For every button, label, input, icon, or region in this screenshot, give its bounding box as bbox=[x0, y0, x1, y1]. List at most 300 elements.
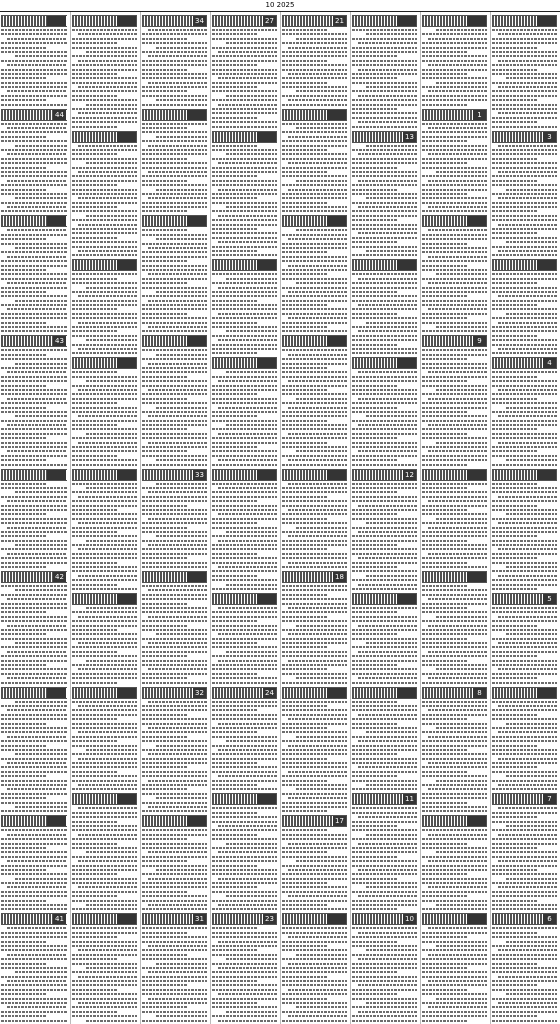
text-line bbox=[492, 843, 557, 845]
ad-headline bbox=[1, 109, 67, 121]
text-line bbox=[72, 927, 137, 929]
text-line bbox=[1, 731, 67, 733]
text-line bbox=[422, 95, 487, 97]
ad-headline bbox=[212, 259, 277, 271]
text-line bbox=[142, 1006, 187, 1008]
text-line bbox=[7, 927, 67, 929]
text-line bbox=[72, 629, 117, 631]
ad-number-badge bbox=[117, 470, 136, 480]
text-line bbox=[492, 673, 557, 675]
text-line bbox=[352, 753, 397, 755]
text-line bbox=[72, 184, 117, 186]
text-line bbox=[72, 300, 137, 302]
text-line bbox=[352, 718, 417, 720]
text-line bbox=[212, 527, 277, 529]
text-line bbox=[72, 941, 137, 943]
text-line bbox=[498, 389, 557, 391]
text-line bbox=[422, 522, 487, 524]
text-line bbox=[352, 882, 417, 884]
text-line bbox=[142, 95, 207, 97]
text-line bbox=[212, 509, 277, 511]
text-line bbox=[352, 339, 417, 341]
text-line bbox=[7, 677, 67, 679]
text-line bbox=[142, 158, 187, 160]
ad-headline bbox=[422, 913, 487, 925]
text-line bbox=[498, 60, 557, 62]
text-line bbox=[422, 123, 487, 125]
text-line bbox=[352, 865, 417, 867]
text-line bbox=[352, 273, 417, 275]
text-line bbox=[1, 304, 67, 306]
text-line bbox=[422, 104, 467, 106]
text-line bbox=[492, 335, 537, 337]
text-line bbox=[282, 428, 347, 430]
text-line bbox=[1, 557, 67, 559]
text-line bbox=[212, 989, 277, 991]
text-line bbox=[142, 393, 207, 395]
text-line bbox=[72, 402, 117, 404]
text-line bbox=[352, 126, 417, 128]
text-line bbox=[142, 90, 187, 92]
text-line bbox=[288, 895, 347, 897]
text-line bbox=[78, 616, 137, 618]
text-line bbox=[352, 727, 417, 729]
text-line bbox=[142, 891, 187, 893]
text-line bbox=[282, 727, 327, 729]
text-line bbox=[296, 180, 347, 182]
text-line bbox=[142, 673, 207, 675]
text-line bbox=[282, 531, 347, 533]
text-line bbox=[296, 736, 347, 738]
text-line bbox=[352, 228, 417, 230]
text-line bbox=[428, 788, 487, 790]
text-line bbox=[352, 348, 417, 350]
classified-ad bbox=[492, 593, 557, 684]
text-line bbox=[142, 1020, 207, 1022]
text-line bbox=[142, 736, 187, 738]
text-line bbox=[212, 745, 277, 747]
text-line bbox=[72, 513, 137, 515]
text-line bbox=[352, 620, 417, 622]
text-line bbox=[282, 51, 347, 53]
text-line bbox=[358, 584, 417, 586]
text-line bbox=[72, 900, 137, 902]
text-line bbox=[352, 344, 397, 346]
text-line bbox=[72, 989, 117, 991]
text-line bbox=[498, 86, 557, 88]
text-line bbox=[142, 927, 207, 929]
text-line bbox=[212, 548, 277, 550]
text-line bbox=[352, 491, 397, 493]
ad-number-badge bbox=[467, 470, 486, 480]
text-line bbox=[142, 553, 207, 555]
text-line bbox=[358, 69, 417, 71]
text-line bbox=[352, 1020, 417, 1022]
text-line bbox=[282, 153, 347, 155]
text-line bbox=[352, 483, 417, 485]
text-line bbox=[492, 651, 557, 653]
ad-number-badge bbox=[327, 470, 346, 480]
text-line bbox=[422, 363, 487, 365]
text-line bbox=[358, 869, 417, 871]
text-line bbox=[422, 882, 487, 884]
text-line bbox=[282, 611, 347, 613]
text-line bbox=[218, 313, 277, 315]
text-line bbox=[422, 354, 487, 356]
text-line bbox=[72, 579, 137, 581]
text-line bbox=[358, 232, 417, 234]
text-line bbox=[282, 389, 327, 391]
text-line bbox=[428, 229, 487, 231]
ad-number-badge bbox=[257, 470, 276, 480]
text-line bbox=[7, 788, 67, 790]
text-line bbox=[1, 158, 67, 160]
text-line bbox=[498, 834, 557, 836]
text-line bbox=[506, 241, 557, 243]
classified-ad bbox=[142, 687, 207, 813]
text-line bbox=[1, 51, 67, 53]
text-line bbox=[212, 829, 277, 831]
text-line bbox=[288, 47, 347, 49]
text-line bbox=[422, 145, 487, 147]
text-line bbox=[212, 237, 277, 239]
ad-number-badge: 44 bbox=[53, 110, 66, 120]
classified-ad bbox=[422, 15, 487, 106]
text-line bbox=[506, 878, 557, 880]
text-line bbox=[1, 535, 47, 537]
classified-ad bbox=[1, 913, 67, 1021]
text-line bbox=[282, 304, 327, 306]
text-line bbox=[7, 282, 67, 284]
text-line bbox=[352, 655, 417, 657]
text-line bbox=[282, 64, 347, 66]
text-line bbox=[492, 210, 537, 212]
text-line bbox=[72, 812, 137, 814]
ad-number-badge bbox=[117, 594, 136, 604]
classified-ad bbox=[72, 357, 137, 465]
text-line bbox=[352, 442, 417, 444]
text-line bbox=[142, 856, 207, 858]
text-line bbox=[212, 821, 277, 823]
ad-number-badge bbox=[327, 336, 346, 346]
text-line bbox=[212, 579, 277, 581]
ad-number-badge bbox=[117, 794, 136, 804]
text-line bbox=[218, 749, 277, 751]
text-line bbox=[352, 385, 397, 387]
text-line bbox=[1, 967, 67, 969]
text-line bbox=[352, 616, 417, 618]
text-line bbox=[142, 847, 207, 849]
text-line bbox=[142, 140, 207, 142]
text-line bbox=[142, 677, 187, 679]
text-line bbox=[352, 437, 397, 439]
text-line bbox=[142, 984, 187, 986]
text-line bbox=[86, 487, 137, 489]
text-line bbox=[288, 265, 347, 267]
ad-headline bbox=[1, 215, 67, 227]
text-line bbox=[492, 1015, 537, 1017]
text-line bbox=[296, 450, 347, 452]
text-line bbox=[212, 620, 257, 622]
text-line bbox=[428, 927, 487, 929]
text-line bbox=[492, 228, 557, 230]
text-line bbox=[492, 424, 557, 426]
text-line bbox=[226, 206, 277, 208]
text-line bbox=[1, 727, 67, 729]
text-line bbox=[422, 682, 487, 684]
text-line bbox=[7, 371, 67, 373]
classified-ad bbox=[422, 109, 487, 213]
classified-ad bbox=[352, 131, 417, 257]
text-line bbox=[352, 941, 397, 943]
text-line bbox=[492, 193, 557, 195]
text-line bbox=[7, 527, 67, 529]
text-line bbox=[428, 500, 487, 502]
text-line bbox=[142, 424, 207, 426]
text-line bbox=[422, 433, 467, 435]
text-line bbox=[352, 513, 397, 515]
text-line bbox=[352, 998, 417, 1000]
text-line bbox=[492, 38, 557, 40]
text-line bbox=[72, 393, 137, 395]
text-line bbox=[72, 723, 137, 725]
text-line bbox=[352, 527, 417, 529]
text-line bbox=[428, 834, 487, 836]
text-line bbox=[422, 505, 487, 507]
text-line bbox=[436, 945, 487, 947]
text-line bbox=[142, 184, 207, 186]
text-line bbox=[492, 945, 557, 947]
text-line bbox=[422, 69, 487, 71]
text-line bbox=[282, 60, 327, 62]
text-line bbox=[352, 433, 417, 435]
text-line bbox=[218, 660, 277, 662]
text-line bbox=[358, 398, 417, 400]
text-line bbox=[142, 540, 207, 542]
text-line bbox=[296, 625, 347, 627]
text-line bbox=[212, 376, 277, 378]
ad-number-badge bbox=[467, 914, 486, 924]
text-line bbox=[212, 780, 277, 782]
text-line bbox=[352, 682, 417, 684]
text-line bbox=[422, 655, 487, 657]
text-line bbox=[1, 958, 67, 960]
text-line bbox=[352, 420, 417, 422]
text-line bbox=[72, 718, 117, 720]
text-line bbox=[212, 673, 257, 675]
text-line bbox=[212, 219, 277, 221]
text-line bbox=[72, 232, 137, 234]
text-line bbox=[422, 838, 487, 840]
text-line bbox=[492, 553, 557, 555]
text-line bbox=[282, 358, 347, 360]
text-line bbox=[352, 668, 417, 670]
text-line bbox=[72, 588, 137, 590]
text-line bbox=[72, 843, 117, 845]
text-line bbox=[7, 598, 67, 600]
text-line bbox=[422, 585, 467, 587]
text-line bbox=[156, 1015, 207, 1017]
text-line bbox=[1, 611, 47, 613]
text-line bbox=[78, 1002, 137, 1004]
classified-ad bbox=[422, 815, 487, 910]
text-line bbox=[498, 250, 557, 252]
text-line bbox=[492, 932, 537, 934]
text-line bbox=[72, 500, 137, 502]
text-line bbox=[352, 64, 417, 66]
text-line bbox=[352, 389, 417, 391]
text-line bbox=[492, 82, 557, 84]
text-line bbox=[282, 945, 327, 947]
text-line bbox=[86, 607, 137, 609]
text-line bbox=[142, 428, 187, 430]
text-line bbox=[282, 487, 347, 489]
text-line bbox=[1, 633, 47, 635]
text-line bbox=[212, 282, 277, 284]
text-line bbox=[282, 193, 347, 195]
text-line bbox=[212, 562, 277, 564]
text-line bbox=[358, 450, 417, 452]
ad-headline bbox=[282, 109, 347, 121]
ad-headline bbox=[422, 469, 487, 481]
ad-headline bbox=[142, 571, 207, 583]
ad-number-badge bbox=[257, 260, 276, 270]
text-line bbox=[212, 398, 277, 400]
text-line bbox=[352, 104, 417, 106]
text-line bbox=[492, 291, 557, 293]
text-line bbox=[72, 317, 137, 319]
text-line bbox=[72, 189, 137, 191]
ad-headline bbox=[1, 913, 67, 925]
text-line bbox=[492, 376, 537, 378]
ad-headline bbox=[72, 15, 137, 27]
text-line bbox=[1, 123, 67, 125]
text-line bbox=[212, 900, 277, 902]
text-line bbox=[282, 682, 347, 684]
text-line bbox=[15, 363, 67, 365]
text-line bbox=[142, 664, 207, 666]
text-line bbox=[212, 646, 277, 648]
text-line bbox=[1, 407, 47, 409]
text-line bbox=[422, 607, 467, 609]
classified-ad bbox=[212, 469, 277, 590]
text-line bbox=[142, 411, 207, 413]
text-line bbox=[218, 607, 277, 609]
classified-columns bbox=[0, 12, 560, 1024]
ad-headline bbox=[352, 357, 417, 369]
text-line bbox=[142, 611, 207, 613]
classified-ad bbox=[142, 913, 207, 1021]
text-line bbox=[352, 611, 397, 613]
text-line bbox=[422, 175, 487, 177]
ad-headline bbox=[282, 571, 347, 583]
text-line bbox=[282, 998, 327, 1000]
text-line bbox=[422, 291, 487, 293]
text-line bbox=[422, 766, 487, 768]
text-line bbox=[422, 407, 487, 409]
text-line bbox=[142, 496, 207, 498]
text-line bbox=[212, 202, 277, 204]
classified-ad bbox=[212, 593, 277, 684]
text-line bbox=[218, 287, 277, 289]
text-line bbox=[1, 82, 67, 84]
classified-ad bbox=[492, 259, 557, 354]
classified-ad bbox=[142, 469, 207, 568]
text-line bbox=[72, 308, 117, 310]
text-line bbox=[492, 611, 557, 613]
text-line bbox=[72, 873, 117, 875]
text-line bbox=[212, 544, 277, 546]
text-line bbox=[422, 197, 487, 199]
ad-headline bbox=[352, 131, 417, 143]
ad-headline bbox=[212, 469, 277, 481]
text-line bbox=[218, 162, 277, 164]
text-line bbox=[218, 851, 277, 853]
text-line bbox=[72, 655, 137, 657]
text-line bbox=[142, 705, 207, 707]
text-line bbox=[1, 963, 47, 965]
text-line bbox=[492, 317, 557, 319]
text-line bbox=[148, 326, 207, 328]
text-line bbox=[212, 308, 277, 310]
text-line bbox=[1, 851, 67, 853]
text-line bbox=[352, 376, 417, 378]
text-line bbox=[212, 99, 277, 101]
text-line bbox=[352, 709, 417, 711]
text-line bbox=[142, 714, 187, 716]
text-line bbox=[282, 655, 347, 657]
classified-ad bbox=[422, 687, 487, 813]
text-line bbox=[212, 64, 257, 66]
text-line bbox=[1, 616, 67, 618]
text-line bbox=[218, 633, 277, 635]
text-line bbox=[352, 963, 417, 965]
text-line bbox=[492, 206, 557, 208]
text-line bbox=[422, 459, 487, 461]
text-line bbox=[288, 660, 347, 662]
text-line bbox=[78, 548, 137, 550]
text-line bbox=[498, 171, 557, 173]
text-line bbox=[282, 810, 327, 812]
text-line bbox=[212, 766, 277, 768]
text-line bbox=[492, 745, 537, 747]
text-line bbox=[282, 518, 327, 520]
text-line bbox=[492, 989, 557, 991]
text-line bbox=[142, 308, 207, 310]
text-line bbox=[352, 851, 417, 853]
text-line bbox=[282, 175, 347, 177]
text-line bbox=[352, 308, 417, 310]
text-line bbox=[282, 740, 347, 742]
text-line bbox=[352, 380, 417, 382]
text-line bbox=[352, 411, 417, 413]
text-line bbox=[282, 701, 347, 703]
text-line bbox=[142, 229, 187, 231]
text-line bbox=[7, 553, 67, 555]
text-line bbox=[7, 180, 67, 182]
text-line bbox=[1, 829, 67, 831]
text-line bbox=[492, 1020, 557, 1022]
text-line bbox=[218, 775, 277, 777]
text-line bbox=[72, 664, 137, 666]
text-line bbox=[7, 424, 67, 426]
text-line bbox=[366, 886, 417, 888]
text-line bbox=[142, 949, 207, 951]
text-line bbox=[72, 869, 137, 871]
text-line bbox=[72, 771, 117, 773]
ad-headline bbox=[492, 15, 557, 27]
text-line bbox=[492, 69, 537, 71]
